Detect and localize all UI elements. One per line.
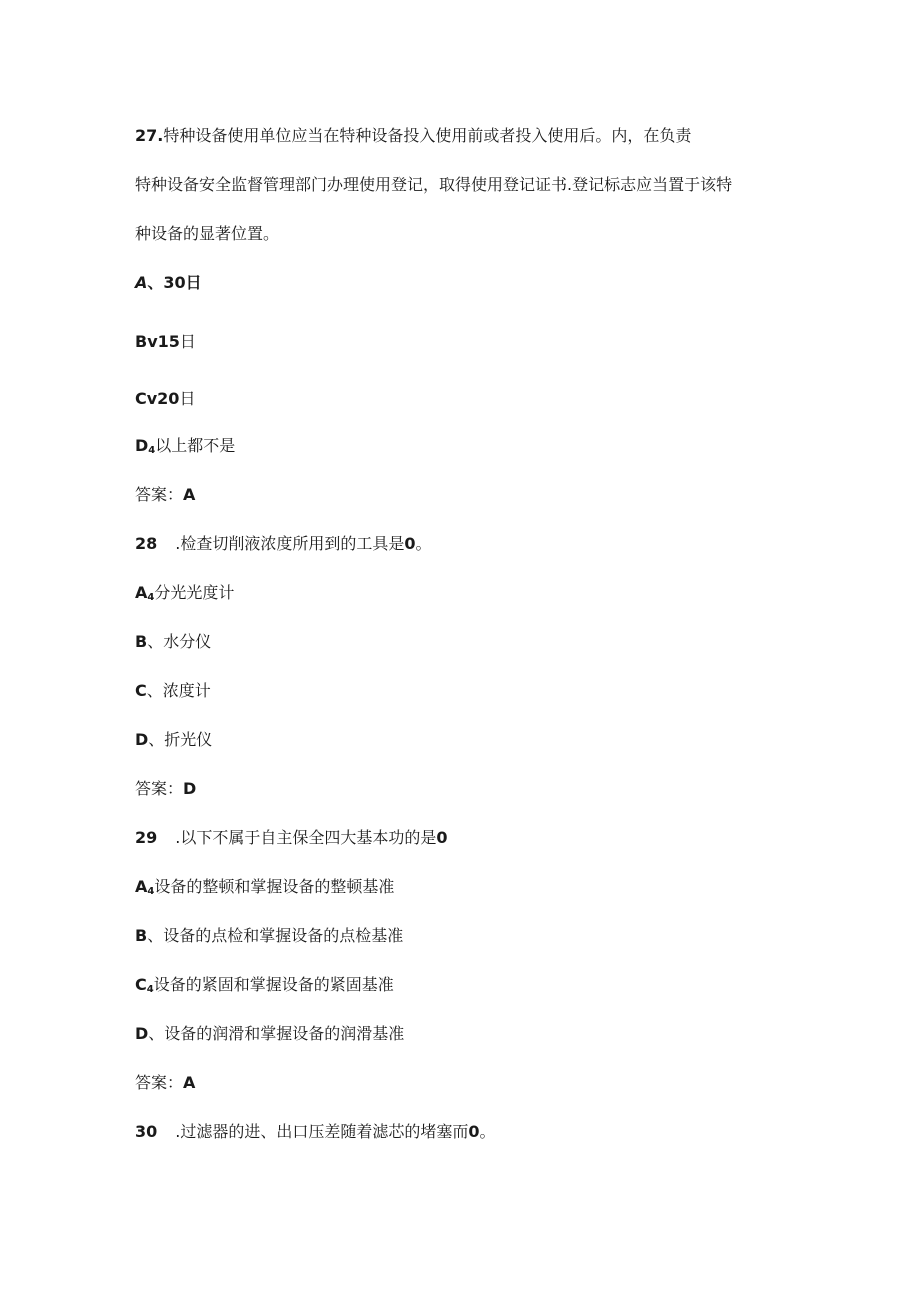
q29-option-d-text: 、设备的润滑和掌握设备的润滑基准 bbox=[148, 1024, 405, 1043]
q30-stem-end: 。 bbox=[479, 1122, 496, 1141]
q30-stem bbox=[135, 1121, 496, 1143]
q29-option-d bbox=[135, 1023, 404, 1045]
q29-answer-label: 答案： bbox=[135, 1073, 184, 1092]
q28-option-c-label: C bbox=[135, 681, 147, 700]
q28-option-c-text: 、浓度计 bbox=[146, 681, 211, 700]
q30-number: 30 bbox=[135, 1122, 158, 1141]
q27-option-b bbox=[135, 331, 196, 353]
q28-answer-label: 答案： bbox=[135, 779, 184, 798]
q28-option-c bbox=[135, 680, 211, 702]
q27-option-a-label: A bbox=[135, 273, 148, 292]
q29-answer-value: A bbox=[183, 1073, 196, 1092]
q27-number: 27. bbox=[135, 126, 164, 145]
q28-option-d bbox=[135, 729, 212, 751]
q27-option-c bbox=[135, 388, 195, 410]
q29-option-c-label: C bbox=[135, 975, 147, 994]
q27-option-a bbox=[135, 272, 202, 294]
q27-stem-text1: 特种设备使用单位应当在特种设备投入使用前或者投入使用后。内，在负责 bbox=[163, 126, 692, 145]
q28-number: 28 bbox=[135, 534, 158, 553]
q28-answer bbox=[135, 778, 196, 800]
q27-option-b-label: Bv15 bbox=[135, 332, 180, 351]
q28-stem-end: 。 bbox=[415, 534, 432, 553]
q29-option-c-text: 设备的紧固和掌握设备的紧固基准 bbox=[153, 975, 394, 994]
q27-answer-value: A bbox=[183, 485, 196, 504]
q29-answer bbox=[135, 1072, 195, 1094]
q28-option-a bbox=[135, 582, 234, 604]
q27-option-c-text: 日 bbox=[179, 389, 196, 408]
q29-option-c bbox=[135, 974, 394, 996]
q29-option-a-text: 设备的整顿和掌握设备的整顿基准 bbox=[154, 877, 395, 896]
q29-number: 29 bbox=[135, 828, 158, 847]
q29-blank: 0 bbox=[436, 828, 448, 847]
q29-option-b-label: B bbox=[135, 926, 148, 945]
q27-option-d-label: D bbox=[135, 436, 149, 455]
q28-option-a-sub: 4 bbox=[147, 592, 155, 603]
q27-stem-line2: 特种设备安全监督管理部门办理使用登记，取得使用登记证书.登记标志应当置于该特 bbox=[135, 175, 733, 194]
q29-stem bbox=[135, 827, 448, 849]
q29-option-a-sub: 4 bbox=[147, 886, 155, 897]
q28-option-b-label: B bbox=[135, 632, 148, 651]
q28-option-a-text: 分光光度计 bbox=[154, 583, 235, 602]
q29-option-c-sub: 4 bbox=[146, 984, 154, 995]
q28-option-b-text: 、水分仪 bbox=[147, 632, 212, 651]
q29-option-a bbox=[135, 876, 394, 898]
q29-option-d-label: D bbox=[135, 1024, 149, 1043]
q27-option-b-text: 日 bbox=[179, 332, 196, 351]
q28-option-b bbox=[135, 631, 211, 653]
q28-option-d-label: D bbox=[135, 730, 149, 749]
q28-stem bbox=[135, 533, 432, 555]
q30-blank: 0 bbox=[468, 1122, 480, 1141]
q29-stem-text: .以下不属于自主保全四大基本功的是 bbox=[175, 828, 437, 847]
q27-option-d-sub: 4 bbox=[148, 445, 156, 456]
q28-answer-value: D bbox=[183, 779, 197, 798]
q27-option-a-text: 、30日 bbox=[147, 273, 202, 292]
q27-stem-line3: 种设备的显著位置。 bbox=[135, 224, 280, 243]
q27-option-c-label: Cv20 bbox=[135, 389, 180, 408]
q28-blank: 0 bbox=[404, 534, 416, 553]
q27-answer bbox=[135, 484, 195, 506]
q27-stem-line1 bbox=[135, 125, 691, 147]
q28-option-a-label: A bbox=[135, 583, 148, 602]
q27-option-d-text: 以上都不是 bbox=[155, 436, 236, 455]
q29-option-a-label: A bbox=[135, 877, 148, 896]
q29-option-b bbox=[135, 925, 403, 947]
q30-stem-text: .过滤器的进、出口压差随着滤芯的堵塞而 bbox=[175, 1122, 469, 1141]
q29-option-b-text: 、设备的点检和掌握设备的点检基准 bbox=[147, 926, 404, 945]
q27-option-d bbox=[135, 435, 235, 457]
q28-option-d-text: 、折光仪 bbox=[148, 730, 213, 749]
q28-stem-text: .检查切削液浓度所用到的工具是 bbox=[175, 534, 405, 553]
q27-answer-label: 答案： bbox=[135, 485, 184, 504]
